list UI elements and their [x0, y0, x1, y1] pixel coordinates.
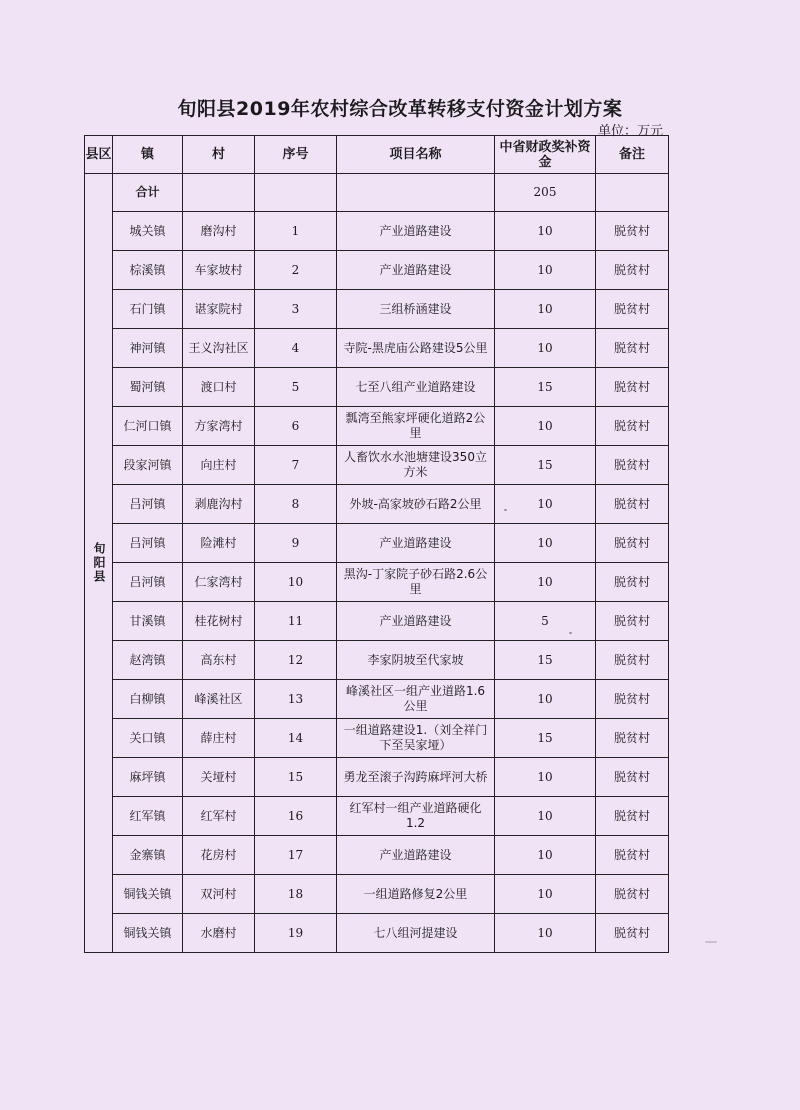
scan-speck — [705, 941, 717, 943]
project-cell: 产业道路建设 — [337, 836, 495, 875]
village-cell: 剥鹿沟村 — [183, 485, 255, 524]
seq-cell: 9 — [255, 524, 337, 563]
note-cell: 脱贫村 — [596, 797, 669, 836]
fund-plan-table — [84, 135, 669, 953]
note-cell: 脱贫村 — [596, 914, 669, 953]
town-cell: 白柳镇 — [113, 680, 183, 719]
header-note: 备注 — [596, 136, 669, 174]
village-cell: 王义沟社区 — [183, 329, 255, 368]
table-row — [85, 641, 669, 680]
village-cell: 薛庄村 — [183, 719, 255, 758]
village-cell: 桂花树村 — [183, 602, 255, 641]
village-cell: 车家坡村 — [183, 251, 255, 290]
village-cell: 红军村 — [183, 797, 255, 836]
header-village: 村 — [183, 136, 255, 174]
fund-cell: 10 — [495, 758, 596, 797]
village-cell: 高东村 — [183, 641, 255, 680]
town-cell: 赵湾镇 — [113, 641, 183, 680]
village-cell: 关垭村 — [183, 758, 255, 797]
note-cell: 脱贫村 — [596, 407, 669, 446]
table-row — [85, 563, 669, 602]
note-cell: 脱贫村 — [596, 212, 669, 251]
town-cell: 甘溪镇 — [113, 602, 183, 641]
note-cell: 脱贫村 — [596, 602, 669, 641]
project-cell: 产业道路建设 — [337, 602, 495, 641]
fund-cell: 10 — [495, 485, 596, 524]
seq-cell: 17 — [255, 836, 337, 875]
town-cell: 神河镇 — [113, 329, 183, 368]
total-fund: 205 — [495, 174, 596, 212]
total-seq-cell — [255, 174, 337, 212]
village-cell: 渡口村 — [183, 368, 255, 407]
note-cell: 脱贫村 — [596, 875, 669, 914]
note-cell: 脱贫村 — [596, 563, 669, 602]
town-cell: 吕河镇 — [113, 485, 183, 524]
project-cell: 三组桥涵建设 — [337, 290, 495, 329]
header-county: 县区 — [85, 136, 113, 174]
note-cell: 脱贫村 — [596, 758, 669, 797]
village-cell: 仁家湾村 — [183, 563, 255, 602]
document-title: 旬阳县2019年农村综合改革转移支付资金计划方案 — [177, 98, 623, 120]
table-row — [85, 329, 669, 368]
village-cell: 方家湾村 — [183, 407, 255, 446]
scan-speck — [504, 509, 507, 511]
village-cell: 水磨村 — [183, 914, 255, 953]
fund-cell: 10 — [495, 836, 596, 875]
table-row — [85, 251, 669, 290]
header-seq: 序号 — [255, 136, 337, 174]
project-cell: 七八组河提建设 — [337, 914, 495, 953]
table-row — [85, 524, 669, 563]
seq-cell: 19 — [255, 914, 337, 953]
fund-cell: 10 — [495, 563, 596, 602]
town-cell: 石门镇 — [113, 290, 183, 329]
project-cell: 勇龙至滚子沟跨麻坪河大桥 — [337, 758, 495, 797]
project-cell: 产业道路建设 — [337, 524, 495, 563]
town-cell: 吕河镇 — [113, 524, 183, 563]
project-cell: 人畜饮水水池塘建设350立方米 — [337, 446, 495, 485]
town-cell: 仁河口镇 — [113, 407, 183, 446]
seq-cell: 11 — [255, 602, 337, 641]
table-row — [85, 875, 669, 914]
table-row — [85, 407, 669, 446]
seq-cell: 16 — [255, 797, 337, 836]
town-cell: 棕溪镇 — [113, 251, 183, 290]
town-cell: 金寨镇 — [113, 836, 183, 875]
note-cell: 脱贫村 — [596, 329, 669, 368]
project-cell: 瓢湾至熊家坪硬化道路2公里 — [337, 407, 495, 446]
town-cell: 吕河镇 — [113, 563, 183, 602]
seq-cell: 12 — [255, 641, 337, 680]
project-cell: 七至八组产业道路建设 — [337, 368, 495, 407]
village-cell: 险滩村 — [183, 524, 255, 563]
project-cell: 一组道路建设1.（刘全祥门下至吴家垭） — [337, 719, 495, 758]
project-cell: 外坡-高家坡砂石路2公里 — [337, 485, 495, 524]
table-row — [85, 680, 669, 719]
table-row — [85, 797, 669, 836]
seq-cell: 18 — [255, 875, 337, 914]
town-cell: 段家河镇 — [113, 446, 183, 485]
total-village-cell — [183, 174, 255, 212]
fund-cell: 15 — [495, 446, 596, 485]
seq-cell: 15 — [255, 758, 337, 797]
table-row — [85, 836, 669, 875]
note-cell: 脱贫村 — [596, 836, 669, 875]
note-cell: 脱贫村 — [596, 368, 669, 407]
note-cell: 脱贫村 — [596, 290, 669, 329]
fund-cell: 15 — [495, 641, 596, 680]
table-row — [85, 368, 669, 407]
fund-cell: 10 — [495, 680, 596, 719]
header-fund: 中省财政奖补资金 — [495, 136, 596, 174]
project-cell: 红军村一组产业道路硬化1.2 — [337, 797, 495, 836]
town-cell: 红军镇 — [113, 797, 183, 836]
fund-cell: 10 — [495, 524, 596, 563]
village-cell: 磨沟村 — [183, 212, 255, 251]
table-row — [85, 290, 669, 329]
seq-cell: 5 — [255, 368, 337, 407]
seq-cell: 14 — [255, 719, 337, 758]
fund-cell: 10 — [495, 875, 596, 914]
note-cell: 脱贫村 — [596, 251, 669, 290]
project-cell: 黑沟-丁家院子砂石路2.6公里 — [337, 563, 495, 602]
table-row — [85, 485, 669, 524]
town-cell: 铜钱关镇 — [113, 914, 183, 953]
table-row — [85, 212, 669, 251]
total-row — [85, 174, 669, 212]
fund-cell: 10 — [495, 212, 596, 251]
fund-cell: 15 — [495, 368, 596, 407]
project-cell: 一组道路修复2公里 — [337, 875, 495, 914]
note-cell: 脱贫村 — [596, 680, 669, 719]
village-cell: 峰溪社区 — [183, 680, 255, 719]
project-cell: 产业道路建设 — [337, 251, 495, 290]
project-cell: 产业道路建设 — [337, 212, 495, 251]
village-cell: 花房村 — [183, 836, 255, 875]
table-row — [85, 602, 669, 641]
project-cell: 寺院-黑虎庙公路建设5公里 — [337, 329, 495, 368]
note-cell: 脱贫村 — [596, 485, 669, 524]
fund-cell: 10 — [495, 290, 596, 329]
total-project-cell — [337, 174, 495, 212]
seq-cell: 2 — [255, 251, 337, 290]
fund-cell: 10 — [495, 407, 596, 446]
seq-cell: 7 — [255, 446, 337, 485]
village-cell: 向庄村 — [183, 446, 255, 485]
village-cell: 双河村 — [183, 875, 255, 914]
header-project: 项目名称 — [337, 136, 495, 174]
fund-cell: 10 — [495, 329, 596, 368]
seq-cell: 10 — [255, 563, 337, 602]
seq-cell: 4 — [255, 329, 337, 368]
table-header-row — [85, 136, 669, 174]
fund-cell: 5 — [495, 602, 596, 641]
seq-cell: 8 — [255, 485, 337, 524]
note-cell: 脱贫村 — [596, 641, 669, 680]
header-town: 镇 — [113, 136, 183, 174]
town-cell: 城关镇 — [113, 212, 183, 251]
county-name-cell: 旬阳县 — [85, 174, 113, 953]
table-row — [85, 719, 669, 758]
total-note-cell — [596, 174, 669, 212]
note-cell: 脱贫村 — [596, 446, 669, 485]
seq-cell: 3 — [255, 290, 337, 329]
fund-cell: 10 — [495, 251, 596, 290]
village-cell: 谌家院村 — [183, 290, 255, 329]
total-label: 合计 — [113, 174, 183, 212]
note-cell: 脱贫村 — [596, 719, 669, 758]
table-row — [85, 914, 669, 953]
fund-cell: 10 — [495, 797, 596, 836]
table-row — [85, 446, 669, 485]
town-cell: 麻坪镇 — [113, 758, 183, 797]
town-cell: 蜀河镇 — [113, 368, 183, 407]
seq-cell: 6 — [255, 407, 337, 446]
scan-speck — [569, 632, 572, 634]
seq-cell: 1 — [255, 212, 337, 251]
town-cell: 铜钱关镇 — [113, 875, 183, 914]
fund-cell: 15 — [495, 719, 596, 758]
table-row — [85, 758, 669, 797]
town-cell: 关口镇 — [113, 719, 183, 758]
project-cell: 峰溪社区一组产业道路1.6公里 — [337, 680, 495, 719]
project-cell: 李家阴坡至代家坡 — [337, 641, 495, 680]
unit-label: 单位：万元 — [598, 124, 664, 139]
seq-cell: 13 — [255, 680, 337, 719]
note-cell: 脱贫村 — [596, 524, 669, 563]
fund-cell: 10 — [495, 914, 596, 953]
